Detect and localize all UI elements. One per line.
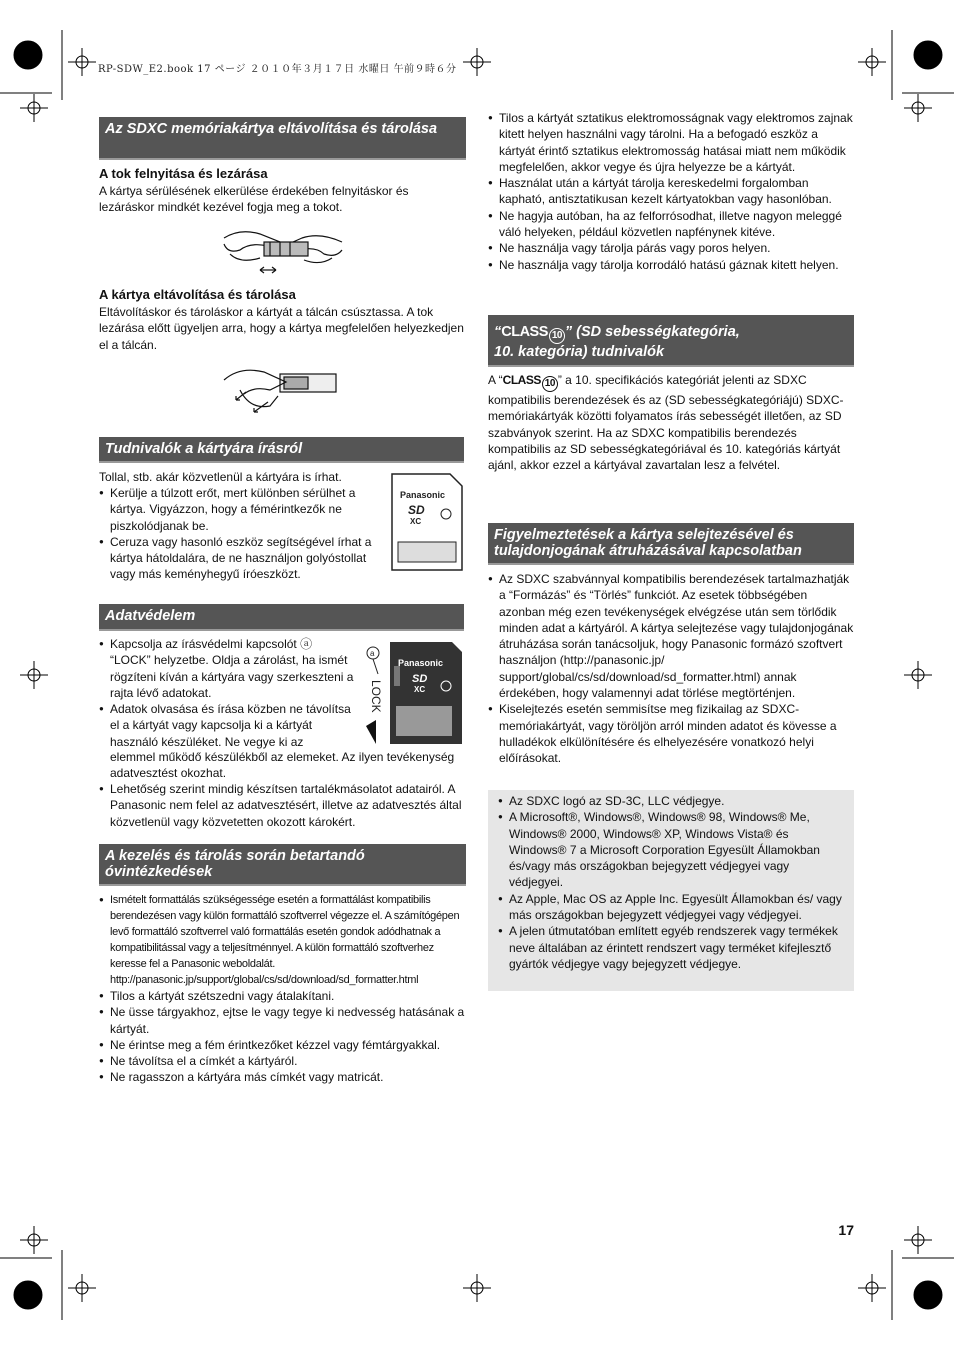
list-item: ● Kapcsolja az írásvédelmi kapcsolót ⓐ “LOCK” helyzetbe. Oldja a zárolást, ha ismét rögzíteni kíván a kártyára vagy szerkeszteni a rajta lévő adatokat. bbox=[99, 636, 354, 701]
list-item: ● Kerülje a túlzott erőt, mert különben sérülhet a kártya. Vigyázzon, hogy a fémérintkezők ne piszkolódjanak be. bbox=[99, 485, 384, 534]
list-item: ● Lehetőség szerint mindig készítsen tartalékmásolatot adatairól. A Panasonic nem felel az adatvesztésért, illetve az adatvesztés által közvetlenül vagy közvetetten okozott károkért. bbox=[99, 781, 465, 830]
section-title-handling: A kezelés és tárolás során betartandó óvintézkedések bbox=[99, 844, 466, 886]
class10-logo: CLASS 10 bbox=[501, 324, 565, 344]
open-case-illustration bbox=[220, 224, 346, 280]
list-item: ● Ne hagyja autóban, ha az felforrósodhat, illetve nagyon meleggé váló helyeken, például közvetlen napfénynek kitéve. bbox=[488, 208, 856, 241]
svg-text:SD: SD bbox=[412, 673, 428, 685]
list-item: ● Használat után a kártyát tárolja kereskedelmi forgalomban kapható, antisztatikusan kezelt kártyatokban vagy hasonlóban. bbox=[488, 175, 856, 208]
class10-logo-inline: CLASS 10 bbox=[503, 372, 558, 392]
list-item: ● Kiselejtezés esetén semmisítse meg fizikailag az SDXC-memóriakártyát, vagy töröljön arról minden adatot és kövesse a hulladékok elkülönítésére és elhelyezésére vonatkozó helyi előírásokat. bbox=[488, 701, 854, 766]
writing-list bbox=[99, 485, 384, 583]
svg-text:XC: XC bbox=[410, 517, 422, 526]
protection-list bbox=[99, 636, 354, 750]
list-item: ● A jelen útmutatóban említett egyéb rendszerek vagy termékek neve általában az érintett rendszert vagy terméket kifejlesztő gyártók védjegye vagy bejegyzett védjegye. bbox=[498, 923, 846, 972]
lock-label: LOCK bbox=[369, 680, 383, 713]
list-item: ● Ceruza vagy hasonló eszköz segítségével írhat a kártya hátoldalára, de ne használjon golyóstollat vagy más keményhegyű íróeszközt. bbox=[99, 534, 384, 583]
list-item: ● Az SDXC szabvánnyal kompatibilis berendezések tartalmazhatják a “Formázás” és “Törlés” funkciót. Az esetek többségében azonban még ezen tevékenységek elvégzése után sem törlődik minden adat a kártyáról. A kártya selejtezése vagy tulajdonjogának átruházása során tanácsoljuk, hogy Panasonic formázó szoftvert használjon (http://panasonic.jp/ support/global/cs/sd/download/sd_formatter.html) annak érdekében, hogy valamennyi adat törlése megtörténjen. bbox=[488, 571, 854, 701]
handling-list-first bbox=[99, 892, 465, 988]
list-item: ● A Microsoft®, Windows®, Windows® 98, Windows® Me, Windows® 2000, Windows® XP, Windows Vista® és Windows® 7 a Microsoft Corporation Egyesült Államokban és/vagy más országokban bejegyzett védjegyei vagy védjegyei. bbox=[498, 809, 846, 890]
section-title-disposal: Figyelmeztetések a kártya selejtezésével és tulajdonjogának átruházásával kapcsolatban bbox=[488, 523, 854, 565]
disposal-list bbox=[488, 571, 854, 767]
card-brand: Panasonic bbox=[400, 490, 446, 500]
list-item: ● Ne használja vagy tárolja párás vagy poros helyen. bbox=[488, 240, 856, 256]
handling-list bbox=[99, 988, 465, 1086]
sd-card-lock-illustration bbox=[364, 640, 464, 746]
switch-marker: a bbox=[370, 649, 375, 658]
writing-intro: Tollal, stb. akár közvetlenül a kártyára is írhat. bbox=[99, 470, 342, 484]
trademarks-list bbox=[498, 793, 846, 972]
svg-text:SD: SD bbox=[408, 503, 425, 517]
section-title-writing: Tudnivalók a kártyára írásról bbox=[99, 437, 464, 463]
remove-card-illustration bbox=[220, 360, 340, 418]
case-text: A kártya sérülésének elkerülése érdekében felnyitáskor és lezáráskor mindkét kezével fogja meg a tokot. bbox=[99, 184, 409, 215]
storage-list bbox=[488, 110, 856, 273]
book-header-meta: RP-SDW_E2.book 17 ページ ２０１０年３月１７日 水曜日 午前９時６分 bbox=[98, 64, 457, 75]
section-title-class10: “CLASS 10 ” (SD sebességkategória, 10. kategória) tudnivalók bbox=[488, 315, 854, 367]
store-text: Eltávolításkor és tároláskor a kártyát a tálcán csúsztassa. A tok lezárása előtt ügyeljen arra, hogy a kártya megfelelően helyezkedjen el a tálcán. bbox=[99, 305, 464, 352]
list-item: ● Az SDXC logó az SD-3C, LLC védjegye. bbox=[498, 793, 846, 809]
list-item: ● Tilos a kártyát sztatikus elektromosságnak vagy elektromos zajnak kitett helyen használni vagy tárolni. Ha a befogadó eszköz a kártyát érintő sztatikus elektromosság hatásai miatt nem működik megfelelően, akkor vegye és újra helyezze be a kártyát. bbox=[488, 110, 856, 175]
list-item: ● Ne érintse meg a fém érintkezőket kézzel vagy fémtárgyakkal. bbox=[99, 1037, 465, 1053]
class10-text: A “CLASS 10 ” a 10. specifikációs kategóriát jelenti az SDXC kompatibilis berendezések és az (SD sebességkategóriájú) SDXC-memóriakártyák közötti folyamatos írás sebességét illetően, az SD szabványok szerint. Ha az SDXC kompatibilis berendezés kompatibilis az SD sebességkategóriával és 10. kategóriás kártyát ajánl, akkor ezzel a kártyával zavartalan lesz a felvétel. bbox=[488, 373, 844, 473]
list-item: ● Ismételt formattálás szükségessége esetén a formattálást kompatibilis berendezésen vagy külön formattáló szoftverrel végezze el. A számítógépen levő formattáló szoftverrel való formattálás esetén gondok adódhatnak a kompatibilitással vagy a teljesítménnyel. A külön formattáló szoftverhez keresse fel a Panasonic weboldalát. http://panasonic.jp/support/global/cs/sd/download/sd_formatter.html bbox=[99, 892, 465, 988]
protection-item2-cont: elemmel működő készülékből az elemeket. Az ilyen tevékenység adatvesztést okozhat. bbox=[110, 750, 455, 781]
page-number: 17 bbox=[838, 1222, 854, 1238]
list-item: ● Tilos a kártyát szétszedni vagy átalakítani. bbox=[99, 988, 465, 1004]
section-title-protection: Adatvédelem bbox=[99, 604, 464, 631]
sd-card-front-illustration bbox=[388, 472, 464, 572]
section-title-remove: Az SDXC memóriakártya eltávolítása és tárolása bbox=[99, 117, 466, 160]
list-item: ● Ne ragasszon a kártyára más címkét vagy matricát. bbox=[99, 1069, 465, 1085]
store-subtitle: A kártya eltávolítása és tárolása bbox=[99, 287, 296, 302]
list-item: ● Ne üsse tárgyakhoz, ejtse le vagy tegye ki nedvesség hatásának a kártyát. bbox=[99, 1004, 465, 1037]
card-brand-dark: Panasonic bbox=[398, 658, 444, 668]
list-item: ● Adatok olvasása és írása közben ne távolítsa el a kártyát vagy kapcsolja ki a kártyát használó készüléket. Ne vegye ki az bbox=[99, 701, 354, 750]
protection-list-2 bbox=[99, 781, 465, 830]
list-item: ● Az Apple, Mac OS az Apple Inc. Egyesült Államokban és/ vagy más országokban bejegyzett védjegyei vagy védjegyei. bbox=[498, 891, 846, 924]
svg-text:XC: XC bbox=[414, 685, 426, 694]
list-item: ● Ne távolítsa el a címkét a kártyáról. bbox=[99, 1053, 465, 1069]
case-subtitle: A tok felnyitása és lezárása bbox=[99, 166, 268, 181]
list-item: ● Ne használja vagy tárolja korrodáló hatású gáznak kitett helyen. bbox=[488, 257, 856, 273]
